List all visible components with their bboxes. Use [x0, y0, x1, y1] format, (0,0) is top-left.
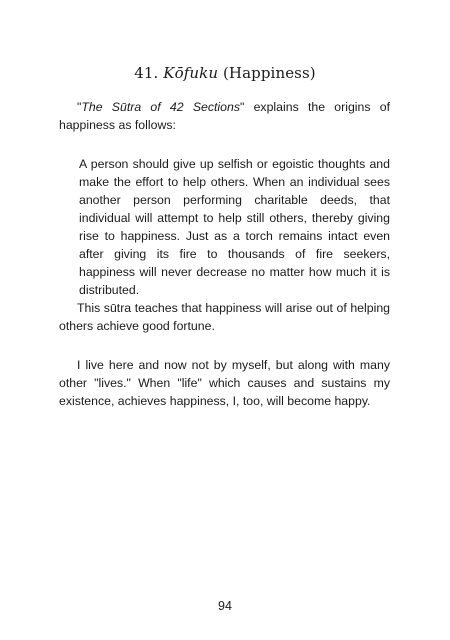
intro-open-quote: "	[77, 100, 82, 114]
section-number: 41.	[134, 64, 159, 82]
paragraph-3: I live here and now not by myself, but along with many other "lives." When "life" which causes and sustains my existence, achieves happiness, I, too, will become happy.	[59, 358, 390, 408]
sutra-title: The Sūtra of 42 Sections	[81, 100, 240, 114]
paragraph-2: This sūtra teaches that happiness will arise out of helping others achieve good fortune.	[59, 301, 390, 333]
section-translation: (Happiness)	[222, 64, 316, 82]
page-number: 94	[218, 599, 232, 613]
intro-rest: " explains the origins of happiness as follows:	[59, 100, 390, 132]
sutra-quotation: A person should give up selfish or egoistic thoughts and make the effort to help others. When an individual sees another person performing charitable deeds, that individual will attempt to help still others, thereby giving rise to happiness. Just as a torch remains intact even after giving its fire to thousands of fire seekers, happiness will never decrease no matter how much it is distributed.	[79, 157, 390, 297]
section-heading	[0, 64, 450, 82]
section-term: Kōfuku	[163, 64, 219, 82]
intro-paragraph	[59, 98, 390, 134]
